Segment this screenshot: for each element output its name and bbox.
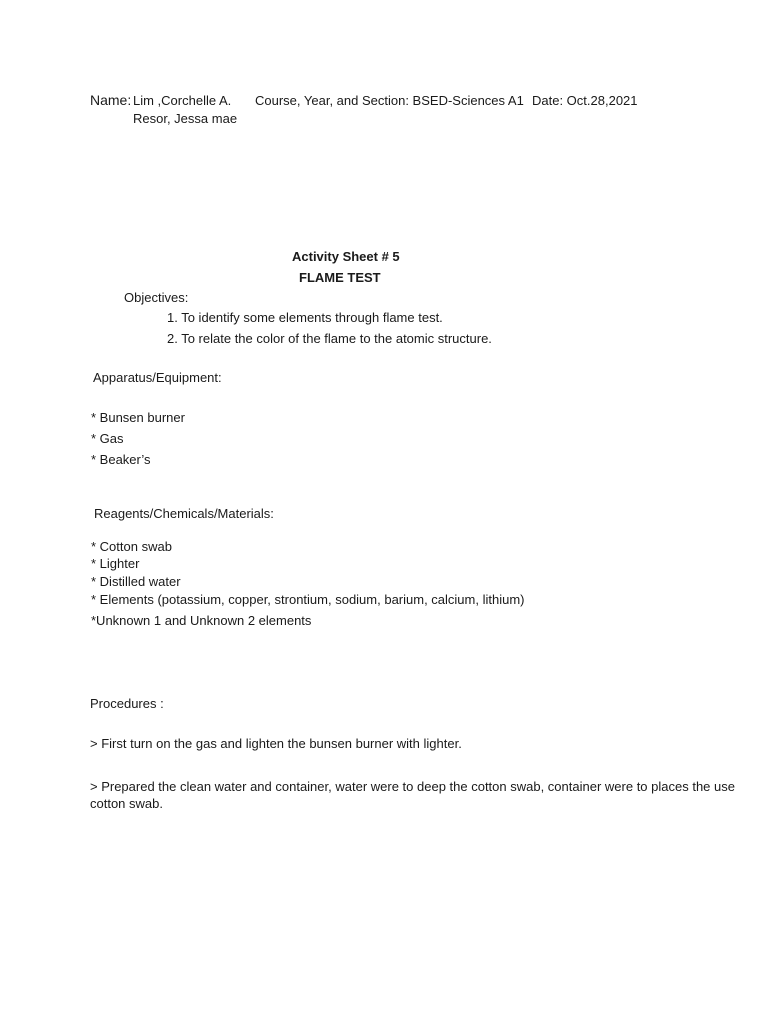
procedure-step: > First turn on the gas and lighten the bunsen burner with lighter. [90, 736, 462, 751]
student-name-2: Resor, Jessa mae [133, 111, 238, 126]
course-section: Course, Year, and Section: BSED-Sciences A1 [255, 93, 524, 108]
reagent-item: * Lighter [91, 556, 140, 571]
apparatus-item: * Beaker’s [91, 452, 151, 467]
reagent-item: * Cotton swab [91, 539, 172, 554]
reagents-heading: Reagents/Chemicals/Materials: [94, 506, 274, 521]
objective-item: 2. To relate the color of the flame to the atomic structure. [167, 331, 492, 346]
objective-item: 1. To identify some elements through flame test. [167, 310, 443, 325]
reagent-item: * Elements (potassium, copper, strontium, sodium, barium, calcium, lithium) [91, 592, 525, 607]
student-name-1: Lim ,Corchelle A. [133, 93, 232, 108]
reagent-item: * Distilled water [91, 574, 181, 589]
apparatus-item: * Bunsen burner [91, 410, 185, 425]
topic-title: FLAME TEST [299, 270, 381, 285]
reagent-item: *Unknown 1 and Unknown 2 elements [91, 613, 312, 628]
objectives-heading: Objectives: [124, 290, 189, 305]
name-label: Name: [90, 92, 132, 108]
activity-title: Activity Sheet # 5 [292, 249, 400, 264]
apparatus-heading: Apparatus/Equipment: [93, 370, 222, 385]
apparatus-item: * Gas [91, 431, 124, 446]
procedures-heading: Procedures : [90, 696, 164, 711]
procedure-step: > Prepared the clean water and container, water were to deep the cotton swab, container were to places the use cotton swab. [90, 779, 735, 811]
date-text: Date: Oct.28,2021 [532, 93, 638, 108]
